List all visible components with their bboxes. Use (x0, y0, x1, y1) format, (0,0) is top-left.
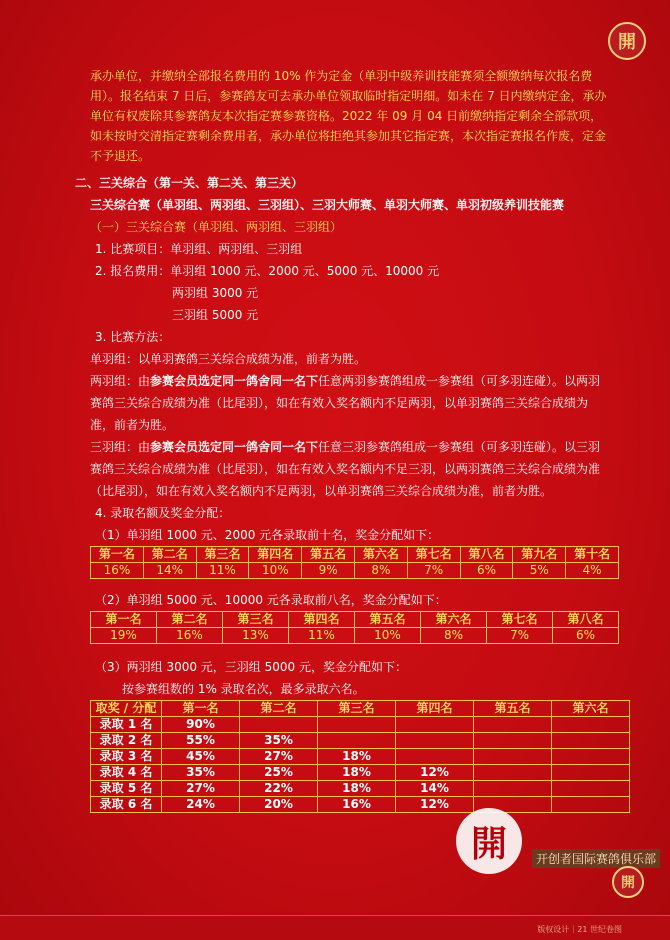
table2-header-cell: 第七名 (487, 612, 553, 628)
method-three-rest: 任意三羽参赛鸽组成一参赛组（可多羽连碰）。以三羽赛鸽三关综合成绩为准（比尾羽），如在有效入奖名额内不足三羽，以两羽赛鸽三关综合成绩为准（比尾羽），如在有效入奖名额内不足两羽，以单羽赛鸽三关综合成绩为准，前者为胜。 (90, 440, 601, 498)
footer-credit: 版权设计｜21 世纪卷图 (537, 925, 622, 934)
table3-cell (552, 717, 630, 733)
table3-cell: 27% (162, 781, 240, 797)
table1-value-cell: 7% (407, 563, 460, 579)
table1-value-cell: 5% (513, 563, 566, 579)
table2-prize-distribution (90, 611, 619, 644)
table2-value-cell: 19% (91, 628, 157, 644)
section2-title: 二、三关综合（第一关、第二关、第三关） (75, 176, 304, 190)
table1-header-row (91, 547, 619, 563)
table3-cell (240, 717, 318, 733)
table3-note: 按参赛组数的 1% 录取名次，最多录取六名。 (122, 682, 365, 696)
table3-row-label: 录取 2 名 (91, 733, 162, 749)
table3-cell: 12% (396, 765, 474, 781)
table3-row (91, 749, 630, 765)
table3-row (91, 797, 630, 813)
table3-cell (552, 765, 630, 781)
table1-header-cell: 第九名 (513, 547, 566, 563)
table3-cell (552, 733, 630, 749)
table3-cell (474, 781, 552, 797)
table1-caption: （1）单羽组 1000 元、2000 元各录取前十名，奖金分配如下： (95, 528, 440, 542)
table3-header-cell: 第五名 (474, 701, 552, 717)
table1-header-cell: 第二名 (143, 547, 196, 563)
table1-value-cell: 14% (143, 563, 196, 579)
table1-value-cell: 10% (249, 563, 302, 579)
table2-header-cell: 第八名 (553, 612, 619, 628)
table2-value-cell: 6% (553, 628, 619, 644)
table3-row (91, 781, 630, 797)
item2-fees: 2. 报名费用：单羽组 1000 元、2000 元、5000 元、10000 元 (95, 264, 440, 278)
club-seal-watermark (456, 808, 522, 874)
table3-row-label: 录取 1 名 (91, 717, 162, 733)
table3-cell: 35% (162, 765, 240, 781)
table3-header-cell: 取奖 / 分配 (91, 701, 162, 717)
table2-value-cell: 16% (157, 628, 223, 644)
paragraph-deposit-rules: 承办单位，并缴纳全部报名费用的 10% 作为定金（单羽中级养训技能赛须全额缴纳每次报名费用）。报名结束 7 日后，参赛鸽友可去承办单位领取临时指定明细。如未在 7 日内缴纳定金，承办单位有权废除其参赛鸽友本次指定赛参赛资格。2022 年 09 月 04 日前缴纳指定剩余全部款项，如未按时交清指定赛剩余费用者，承办单位将拒绝其参加其它指定赛，本次指定赛报名作废，定金不予退还。 (90, 69, 607, 163)
table3-row (91, 733, 630, 749)
section2-subtitle: 三关综合赛（单羽组、两羽组、三羽组）、三羽大师赛、单羽大师赛、单羽初级养训技能赛 (90, 198, 565, 212)
table3-header-cell: 第六名 (552, 701, 630, 717)
table3-cell (474, 765, 552, 781)
method-single: 单羽组：以单羽赛鸽三关综合成绩为准，前者为胜。 (90, 352, 367, 366)
seal-glyph: 開 (621, 875, 635, 891)
footer-bar (0, 915, 670, 940)
table3-cell: 20% (240, 797, 318, 813)
table1-header-cell: 第四名 (249, 547, 302, 563)
method-three-prefix: 三羽组：由 (90, 440, 151, 454)
table3-cell (552, 749, 630, 765)
table2-header-cell: 第二名 (157, 612, 223, 628)
table2-header-cell: 第六名 (421, 612, 487, 628)
table3-cell: 55% (162, 733, 240, 749)
table1-value-cell: 11% (196, 563, 249, 579)
table2-header-cell: 第三名 (223, 612, 289, 628)
method-three (90, 436, 610, 502)
table3-row-label: 录取 6 名 (91, 797, 162, 813)
table3-header-cell: 第四名 (396, 701, 474, 717)
club-name-watermark: 开创者国际赛鸽俱乐部 (532, 849, 660, 868)
table1-header-cell: 第五名 (302, 547, 355, 563)
table1-header-cell: 第八名 (460, 547, 513, 563)
table3-cell (474, 717, 552, 733)
table1-value-cell: 8% (354, 563, 407, 579)
item2-two-bird-fee: 两羽组 3000 元 (172, 286, 259, 300)
table3-row (91, 765, 630, 781)
table2-value-row (91, 628, 619, 644)
table2-value-cell: 7% (487, 628, 553, 644)
table3-cell (396, 749, 474, 765)
method-three-bold: 参赛会员选定同一鸽舍同一名下 (150, 440, 319, 454)
table2-header-cell: 第四名 (289, 612, 355, 628)
table3-row-label: 录取 4 名 (91, 765, 162, 781)
table3-cell: 18% (318, 749, 396, 765)
table3-cell (552, 781, 630, 797)
table3-row-label: 录取 3 名 (91, 749, 162, 765)
table2-header-row (91, 612, 619, 628)
seal-glyph: 開 (618, 32, 636, 53)
table3-header-row (91, 701, 630, 717)
table1-value-row (91, 563, 619, 579)
table3-cell: 18% (318, 765, 396, 781)
table3-row (91, 717, 630, 733)
table3-cell (474, 749, 552, 765)
table3-header-cell: 第三名 (318, 701, 396, 717)
table2-value-cell: 8% (421, 628, 487, 644)
item4-prizes: 4. 录取名额及奖金分配： (95, 506, 231, 520)
table3-header-cell: 第一名 (162, 701, 240, 717)
table3-cell: 24% (162, 797, 240, 813)
table1-value-cell: 9% (302, 563, 355, 579)
item2-three-bird-fee: 三羽组 5000 元 (172, 308, 259, 322)
method-two-bold: 参赛会员选定同一鸽舍同一名下 (150, 374, 319, 388)
item1-events: 1. 比赛项目：单羽组、两羽组、三羽组 (95, 242, 303, 256)
table3-cell (396, 717, 474, 733)
table1-prize-distribution (90, 546, 619, 579)
table2-header-cell: 第五名 (355, 612, 421, 628)
table3-cell: 45% (162, 749, 240, 765)
table3-cell (552, 797, 630, 813)
top-right-seal-logo (608, 22, 646, 60)
table3-cell: 25% (240, 765, 318, 781)
bottom-right-seal-logo (612, 866, 644, 898)
table2-caption: （2）单羽组 5000 元、10000 元各录取前八名，奖金分配如下： (95, 593, 447, 607)
item3-method: 3. 比赛方法： (95, 330, 171, 344)
table3-prize-distribution (90, 700, 630, 813)
table2-header-cell: 第一名 (91, 612, 157, 628)
watermark-seal-glyph: 開 (470, 823, 507, 865)
table2-value-cell: 11% (289, 628, 355, 644)
table3-row-label: 录取 5 名 (91, 781, 162, 797)
table3-cell (474, 733, 552, 749)
table1-header-cell: 第一名 (91, 547, 144, 563)
table1-value-cell: 16% (91, 563, 144, 579)
table1-header-cell: 第六名 (354, 547, 407, 563)
table3-cell (318, 717, 396, 733)
table3-cell: 35% (240, 733, 318, 749)
method-two (90, 370, 610, 436)
method-two-prefix: 两羽组：由 (90, 374, 151, 388)
table3-caption: （3）两羽组 3000 元，三羽组 5000 元，奖金分配如下： (95, 660, 407, 674)
table3-cell: 16% (318, 797, 396, 813)
table3-cell: 22% (240, 781, 318, 797)
table3-cell: 12% (396, 797, 474, 813)
table2-value-cell: 13% (223, 628, 289, 644)
table1-value-cell: 4% (566, 563, 619, 579)
table3-cell: 14% (396, 781, 474, 797)
document-body (0, 66, 670, 813)
table3-cell: 27% (240, 749, 318, 765)
table1-value-cell: 6% (460, 563, 513, 579)
table3-cell (318, 733, 396, 749)
table2-value-cell: 10% (355, 628, 421, 644)
table3-cell: 18% (318, 781, 396, 797)
table3-cell (396, 733, 474, 749)
table1-header-cell: 第三名 (196, 547, 249, 563)
table1-header-cell: 第十名 (566, 547, 619, 563)
method-two-rest: 任意两羽参赛鸽组成一参赛组（可多羽连碰）。以两羽赛鸽三关综合成绩为准（比尾羽），如在有效入奖名额内不足两羽，以单羽赛鸽三关综合成绩为准，前者为胜。 (90, 374, 601, 432)
table1-header-cell: 第七名 (407, 547, 460, 563)
table3-cell: 90% (162, 717, 240, 733)
table3-header-cell: 第二名 (240, 701, 318, 717)
sub1-title: （一）三关综合赛（单羽组、两羽组、三羽组） (90, 220, 343, 234)
